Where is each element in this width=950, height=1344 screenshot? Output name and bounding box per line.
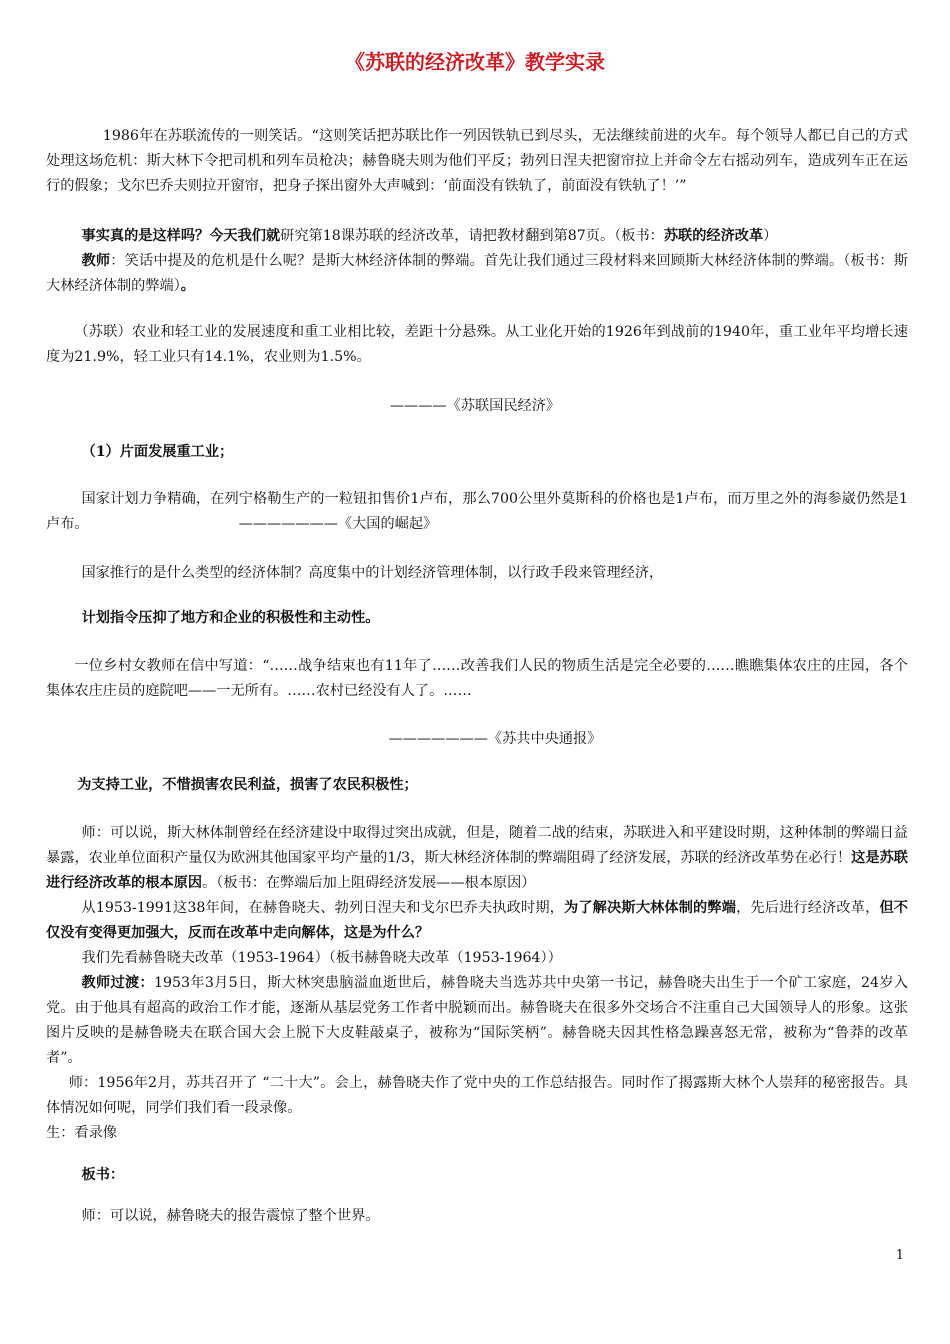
- reform-bold-1: 为了解决斯大林体制的弊端: [564, 900, 737, 916]
- paragraph-joke: 1986年在苏联流传的一则笑话。“这则笑话把苏联比作一列因铁轨已到尽头，无法继续前进的火车。每个领导人都已自己的方式处理这场危机：斯大林下令把司机和列车员枪决；赫鲁晓夫则为他们平反；勃列日涅夫把窗帘拉上并命令左右摇动列车，造成列车正在运行的假象；戈尔巴乔夫则拉开窗帘，把身子探出窗外大声喊到：‘前面没有铁轨了，前面没有铁轨了！’”: [46, 128, 908, 194]
- paragraph-khrushchev: 我们先看赫鲁晓夫改革（1953-1964）（板书赫鲁晓夫改革（1953-1964））: [81, 950, 562, 966]
- heading-agriculture: 为支持工业，不惜损害农民利益，损害了农民积极性；: [77, 777, 418, 793]
- reform-text-2: ，先后进行经济改革，: [736, 900, 880, 916]
- paragraph-student: 生：看录像: [46, 1125, 117, 1141]
- source-2: ———————《大国的崛起》: [238, 516, 438, 532]
- paragraph-teacher-1: [46, 249, 908, 299]
- paragraph-reform-period: [46, 896, 908, 946]
- source-3: ———————《苏共中央通报》: [388, 731, 602, 747]
- teacher-text: ：笑话中提及的危机是什么呢？是斯大林经济体制的弊端。首先让我们通过三段材料来回顾斯大林经济体制的弊端。（板书：斯大林经济体制的弊端）: [46, 253, 908, 294]
- material-2-text: 国家计划力争精确，在列宁格勒生产的一粒钮扣售价1卢布，那么700公里外莫斯科的价格也是1卢布，而万里之外的海参崴仍然是1卢布。: [46, 491, 908, 532]
- paragraph-material-3: 一位乡村女教师在信中写道：“……战争结束也有11年了……改善我们人民的物质生活是完全必要的……瞧瞧集体农庄的庄园，各个集体农庄庄员的庭院吧——一无所有。……农村已经没有人了。……: [46, 658, 908, 699]
- intro-end: ）: [763, 228, 778, 244]
- transition-text: 1953年3月5日，斯大林突患脑溢血逝世后，赫鲁晓夫当选苏共中央第一书记，赫鲁晓夫出生于一个矿工家庭，24岁入党。由于他具有超高的政治工作才能，逐渐从基层党务工作者中脱颖而出。赫鲁晓夫在很多外交场合不注重自己大国领导人的形象。这张图片反映的是赫鲁晓夫在联合国大会上脱下大皮鞋敲桌子，被称为“国际笑柄”。赫鲁晓夫因其性格急躁喜怒无常，被称为“鲁莽的改革者”。: [46, 975, 908, 1066]
- paragraph-transition: [46, 971, 908, 1071]
- paragraph-twentieth-congress: 师：1956年2月，苏共召开了 “二十大”。会上，赫鲁晓夫作了党中央的工作总结报告。同时作了揭露斯大林个人崇拜的秘密报告。具体情况如何呢，同学们我们看一段录像。: [46, 1075, 908, 1116]
- board-label: 板书：: [81, 1167, 125, 1183]
- transition-label: 教师过渡：: [81, 975, 154, 991]
- reform-bold-2: 但不仅没有变得更加强大，反而在改革中走向解体，这是为什么？: [46, 900, 908, 941]
- source-1: ————《苏联国民经济》: [389, 398, 561, 414]
- teacher-end: 。: [180, 278, 195, 294]
- heading-planning: 计划指令压抑了地方和企业的积极性和主动性。: [81, 610, 380, 626]
- intro-text: 研究第18课苏联的经济改革，请把教材翻到第87页。（板书：: [280, 228, 664, 244]
- intro-bold: 事实真的是这样吗？今天我们就: [81, 228, 281, 244]
- document-title: 《苏联的经济改革》教学实录: [345, 50, 605, 74]
- paragraph-material-2: [46, 487, 908, 537]
- teacher-2-bold: 这是苏联进行经济改革的根本原因: [46, 850, 908, 891]
- teacher-label: 教师: [81, 253, 111, 269]
- intro-board: 苏联的经济改革: [663, 228, 764, 244]
- paragraph-question: 国家推行的是什么类型的经济体制？高度集中的计划经济管理体制，以行政手段来管理经济，: [81, 565, 664, 581]
- paragraph-intro: [46, 224, 908, 249]
- heading-heavy-industry: （1）片面发展重工业；: [81, 444, 234, 460]
- page-number: 1: [895, 1248, 904, 1263]
- reform-text-1: 从1953-1991这38年间，在赫鲁晓夫、勃列日涅夫和戈尔巴乔夫执政时期，: [81, 900, 564, 916]
- paragraph-material-1: （苏联）农业和轻工业的发展速度和重工业相比较，差距十分悬殊。从工业化开始的1926年到战前的1940年，重工业年平均增长速度为21.9%，轻工业只有14.1%，农业则为1.5%。: [46, 324, 908, 365]
- teacher-2-end: 。（板书：在弊端后加上阻碍经济发展——根本原因）: [202, 875, 536, 891]
- paragraph-conclusion: 师：可以说，赫鲁晓夫的报告震惊了整个世界。: [81, 1208, 380, 1224]
- paragraph-teacher-2: [46, 821, 908, 896]
- teacher-2-text: 师：可以说，斯大林体制曾经在经济建设中取得过突出成就，但是，随着二战的结束，苏联进入和平建设时期，这种体制的弊端日益暴露，农业单位面积产量仅为欧洲其他国家平均产量的1/3，斯大林经济体制的弊端阻碍了经济发展，苏联的经济改革势在必行！: [46, 825, 908, 866]
